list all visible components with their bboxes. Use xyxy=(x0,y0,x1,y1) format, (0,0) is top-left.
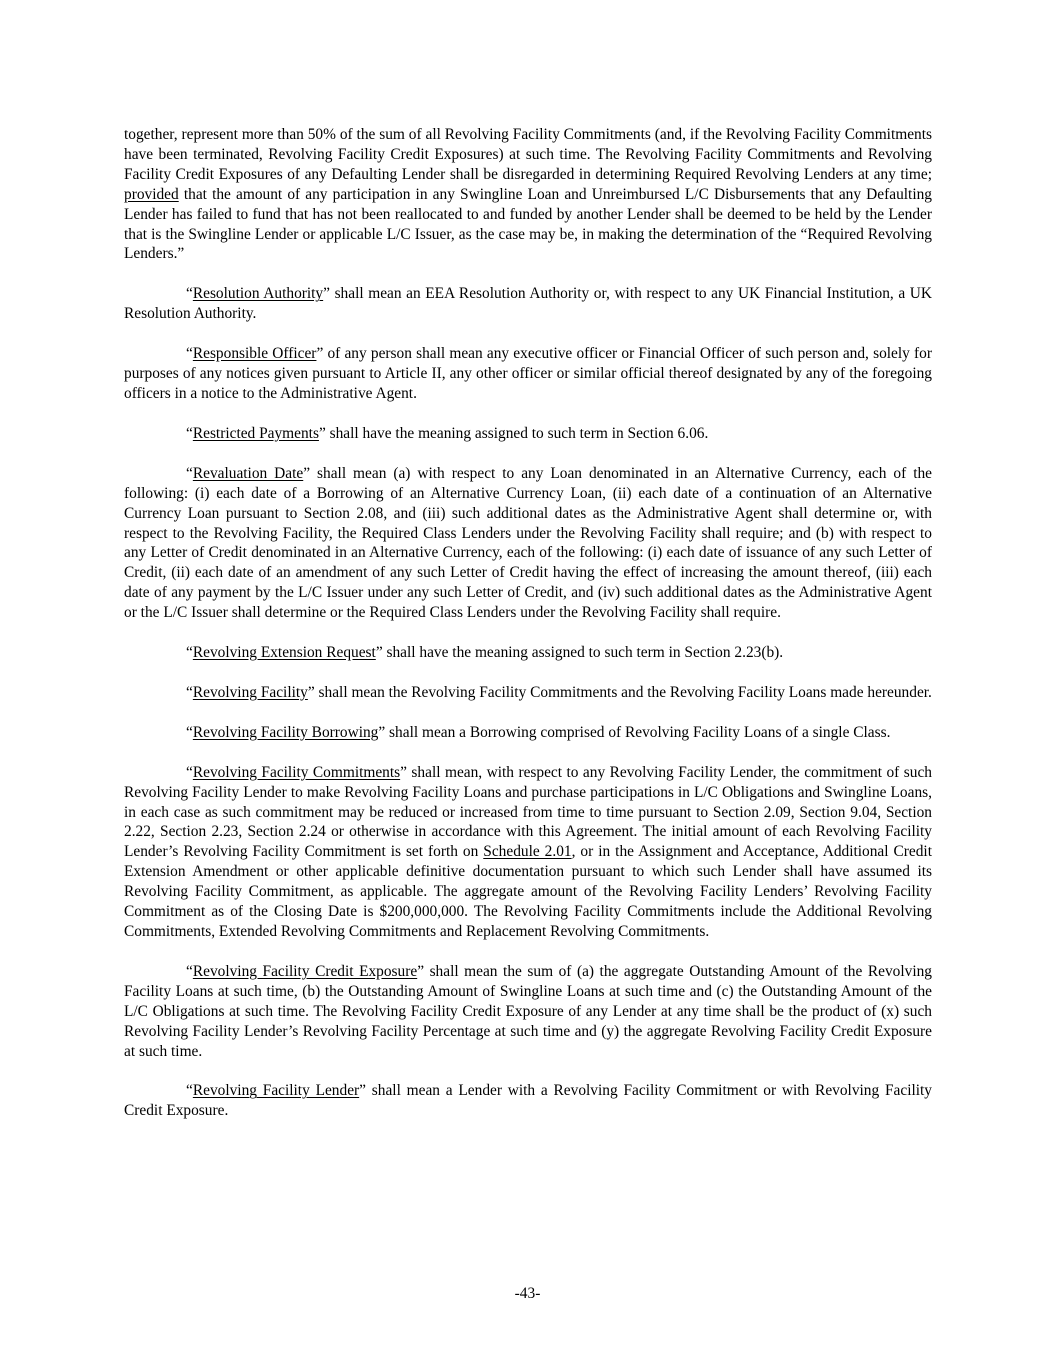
defined-term: Schedule 2.01 xyxy=(483,843,572,861)
paragraph-text: “ xyxy=(186,285,193,303)
paragraph-text: ” shall mean a Borrowing comprised of Revolving Facility Loans of a single Class. xyxy=(378,723,891,741)
paragraph-text: “ xyxy=(186,763,193,781)
definition-paragraph xyxy=(124,1081,932,1121)
paragraph-text: “ xyxy=(186,962,193,980)
paragraph-text: ” shall have the meaning assigned to such term in Section 2.23(b). xyxy=(375,644,784,662)
paragraph-text: “ xyxy=(186,723,193,741)
paragraph-text: ” shall mean, with respect to any Revolving Facility Lender, the commitment of such Revolving Facility Lender to make Revolving Facility Loans and purchase participations in L/C Obligations and Swingline Loans, in each case as such commitment may be reduced or increased from time to time pursuant to Section 2.09, Section 9.04, Section 2.22, Section 2.23, Section 2.24 or otherwise in accordance with this Agreement. The initial amount of each Revolving Facility Lender’s Revolving Facility Commitment is set forth on xyxy=(124,763,932,861)
paragraph-text: “ xyxy=(186,464,193,482)
defined-term: Responsible Officer xyxy=(192,345,317,363)
page-number: -43- xyxy=(514,1285,541,1302)
paragraph-text: , or in the Assignment and Acceptance, Additional Credit Extension Amendment or other applicable definitive documentation pursuant to which such Lender shall have assumed its Revolving Facility Commitment, as applicable. The aggregate amount of the Revolving Facility Lenders’ Revolving Facility Commitment as of the Closing Date is $200,000,000. The Revolving Facility Commitments include the Additional Revolving Commitments, Extended Revolving Commitments and Replacement Revolving Commitments. xyxy=(124,843,932,940)
definition-paragraph xyxy=(124,683,932,703)
defined-term: Revolving Facility Lender xyxy=(192,1082,360,1100)
definition-paragraph xyxy=(124,344,932,404)
paragraph-text: ” shall mean (a) with respect to any Loan denominated in an Alternative Currency, each of the following: (i) each date of a Borrowing of an Alternative Currency Loan, (ii) each date of a continuation of an Alternative Currency Loan pursuant to Section 2.08, and (iii) such additional dates as the Administrative Agent shall determine or, with respect to the Revolving Facility, the Required Class Lenders under the Revolving Facility shall require; and (b) with respect to any Letter of Credit denominated in an Alternative Currency, each of the following: (i) each date of issuance of any such Letter of Credit, (ii) each date of an amendment of any such Letter of Credit having the effect of increasing the amount thereof, (iii) each date of any payment by the L/C Issuer under any such Letter of Credit, and (iv) such additional dates as the Administrative Agent or the L/C Issuer shall determine or the Required Class Lenders under the Revolving Facility shall require. xyxy=(124,464,932,622)
defined-term: Revolving Facility Credit Exposure xyxy=(192,962,418,980)
paragraph-text: ” shall mean an EEA Resolution Authority or, with respect to any UK Financial Institution, a UK Resolution Authority. xyxy=(124,285,933,323)
paragraph-text: ” shall have the meaning assigned to such term in Section 6.06. xyxy=(318,424,709,442)
definition-paragraph xyxy=(124,125,932,264)
defined-term: Resolution Authority xyxy=(192,285,324,303)
paragraph-text: “ xyxy=(186,424,193,442)
paragraph-text: “ xyxy=(186,345,193,363)
definition-paragraph xyxy=(124,962,932,1062)
defined-term: Revolving Facility Borrowing xyxy=(192,723,379,741)
defined-term: Revolving Extension Request xyxy=(192,644,376,662)
definition-paragraph xyxy=(124,464,932,623)
definition-paragraph xyxy=(124,284,932,324)
definitions-list xyxy=(124,125,932,1121)
paragraph-text: “ xyxy=(186,1082,193,1100)
defined-term: Revaluation Date xyxy=(192,464,304,482)
document-body xyxy=(124,125,932,1141)
defined-term: Restricted Payments xyxy=(192,424,319,442)
definition-paragraph xyxy=(124,723,932,743)
paragraph-text: that the amount of any participation in any Swingline Loan and Unreimbursed L/C Disbursements that any Defaulting Lender has failed to fund that has not been reallocated to and funded by another Lender shall be deemed to be held by the Lender that is the Swingline Lender or applicable L/C Issuer, as the case may be, in making the determination of the “Required Revolving Lenders.” xyxy=(124,185,932,263)
definition-paragraph xyxy=(124,643,932,663)
paragraph-text: “ xyxy=(186,644,193,662)
definition-paragraph xyxy=(124,424,932,444)
paragraph-text: together, represent more than 50% of the sum of all Revolving Facility Commitments (and, if the Revolving Facility Commitments have been terminated, Revolving Facility Credit Exposures) at such time. The Revolving Facility Commitments and Revolving Facility Credit Exposures of any Defaulting Lender shall be disregarded in determining Required Revolving Lenders at any time; xyxy=(124,126,932,183)
paragraph-text: ” shall mean the sum of (a) the aggregate Outstanding Amount of the Revolving Facility Loans at such time, (b) the Outstanding Amount of Swingline Loans at such time and (c) the Outstanding Amount of the L/C Obligations at such time. The Revolving Facility Credit Exposure of any Lender at any time shall be the product of (x) such Revolving Facility Lender’s Revolving Facility Percentage at such time and (y) the aggregate Revolving Facility Credit Exposure at such time. xyxy=(124,962,932,1060)
paragraph-text: ” shall mean a Lender with a Revolving Facility Commitment or with Revolving Facility Credit Exposure. xyxy=(124,1082,932,1120)
defined-term: Revolving Facility xyxy=(192,683,308,701)
defined-term: Revolving Facility Commitments xyxy=(192,763,401,781)
defined-term: provided xyxy=(124,185,179,203)
paragraph-text: “ xyxy=(186,683,193,701)
paragraph-text: ” shall mean the Revolving Facility Commitments and the Revolving Facility Loans made hereunder. xyxy=(307,683,932,701)
definition-paragraph xyxy=(124,763,932,942)
paragraph-text: ” of any person shall mean any executive officer or Financial Officer of such person and, solely for purposes of any notices given pursuant to Article II, any other officer or similar official thereof designated by any of the foregoing officers in a notice to the Administrative Agent. xyxy=(124,345,932,402)
